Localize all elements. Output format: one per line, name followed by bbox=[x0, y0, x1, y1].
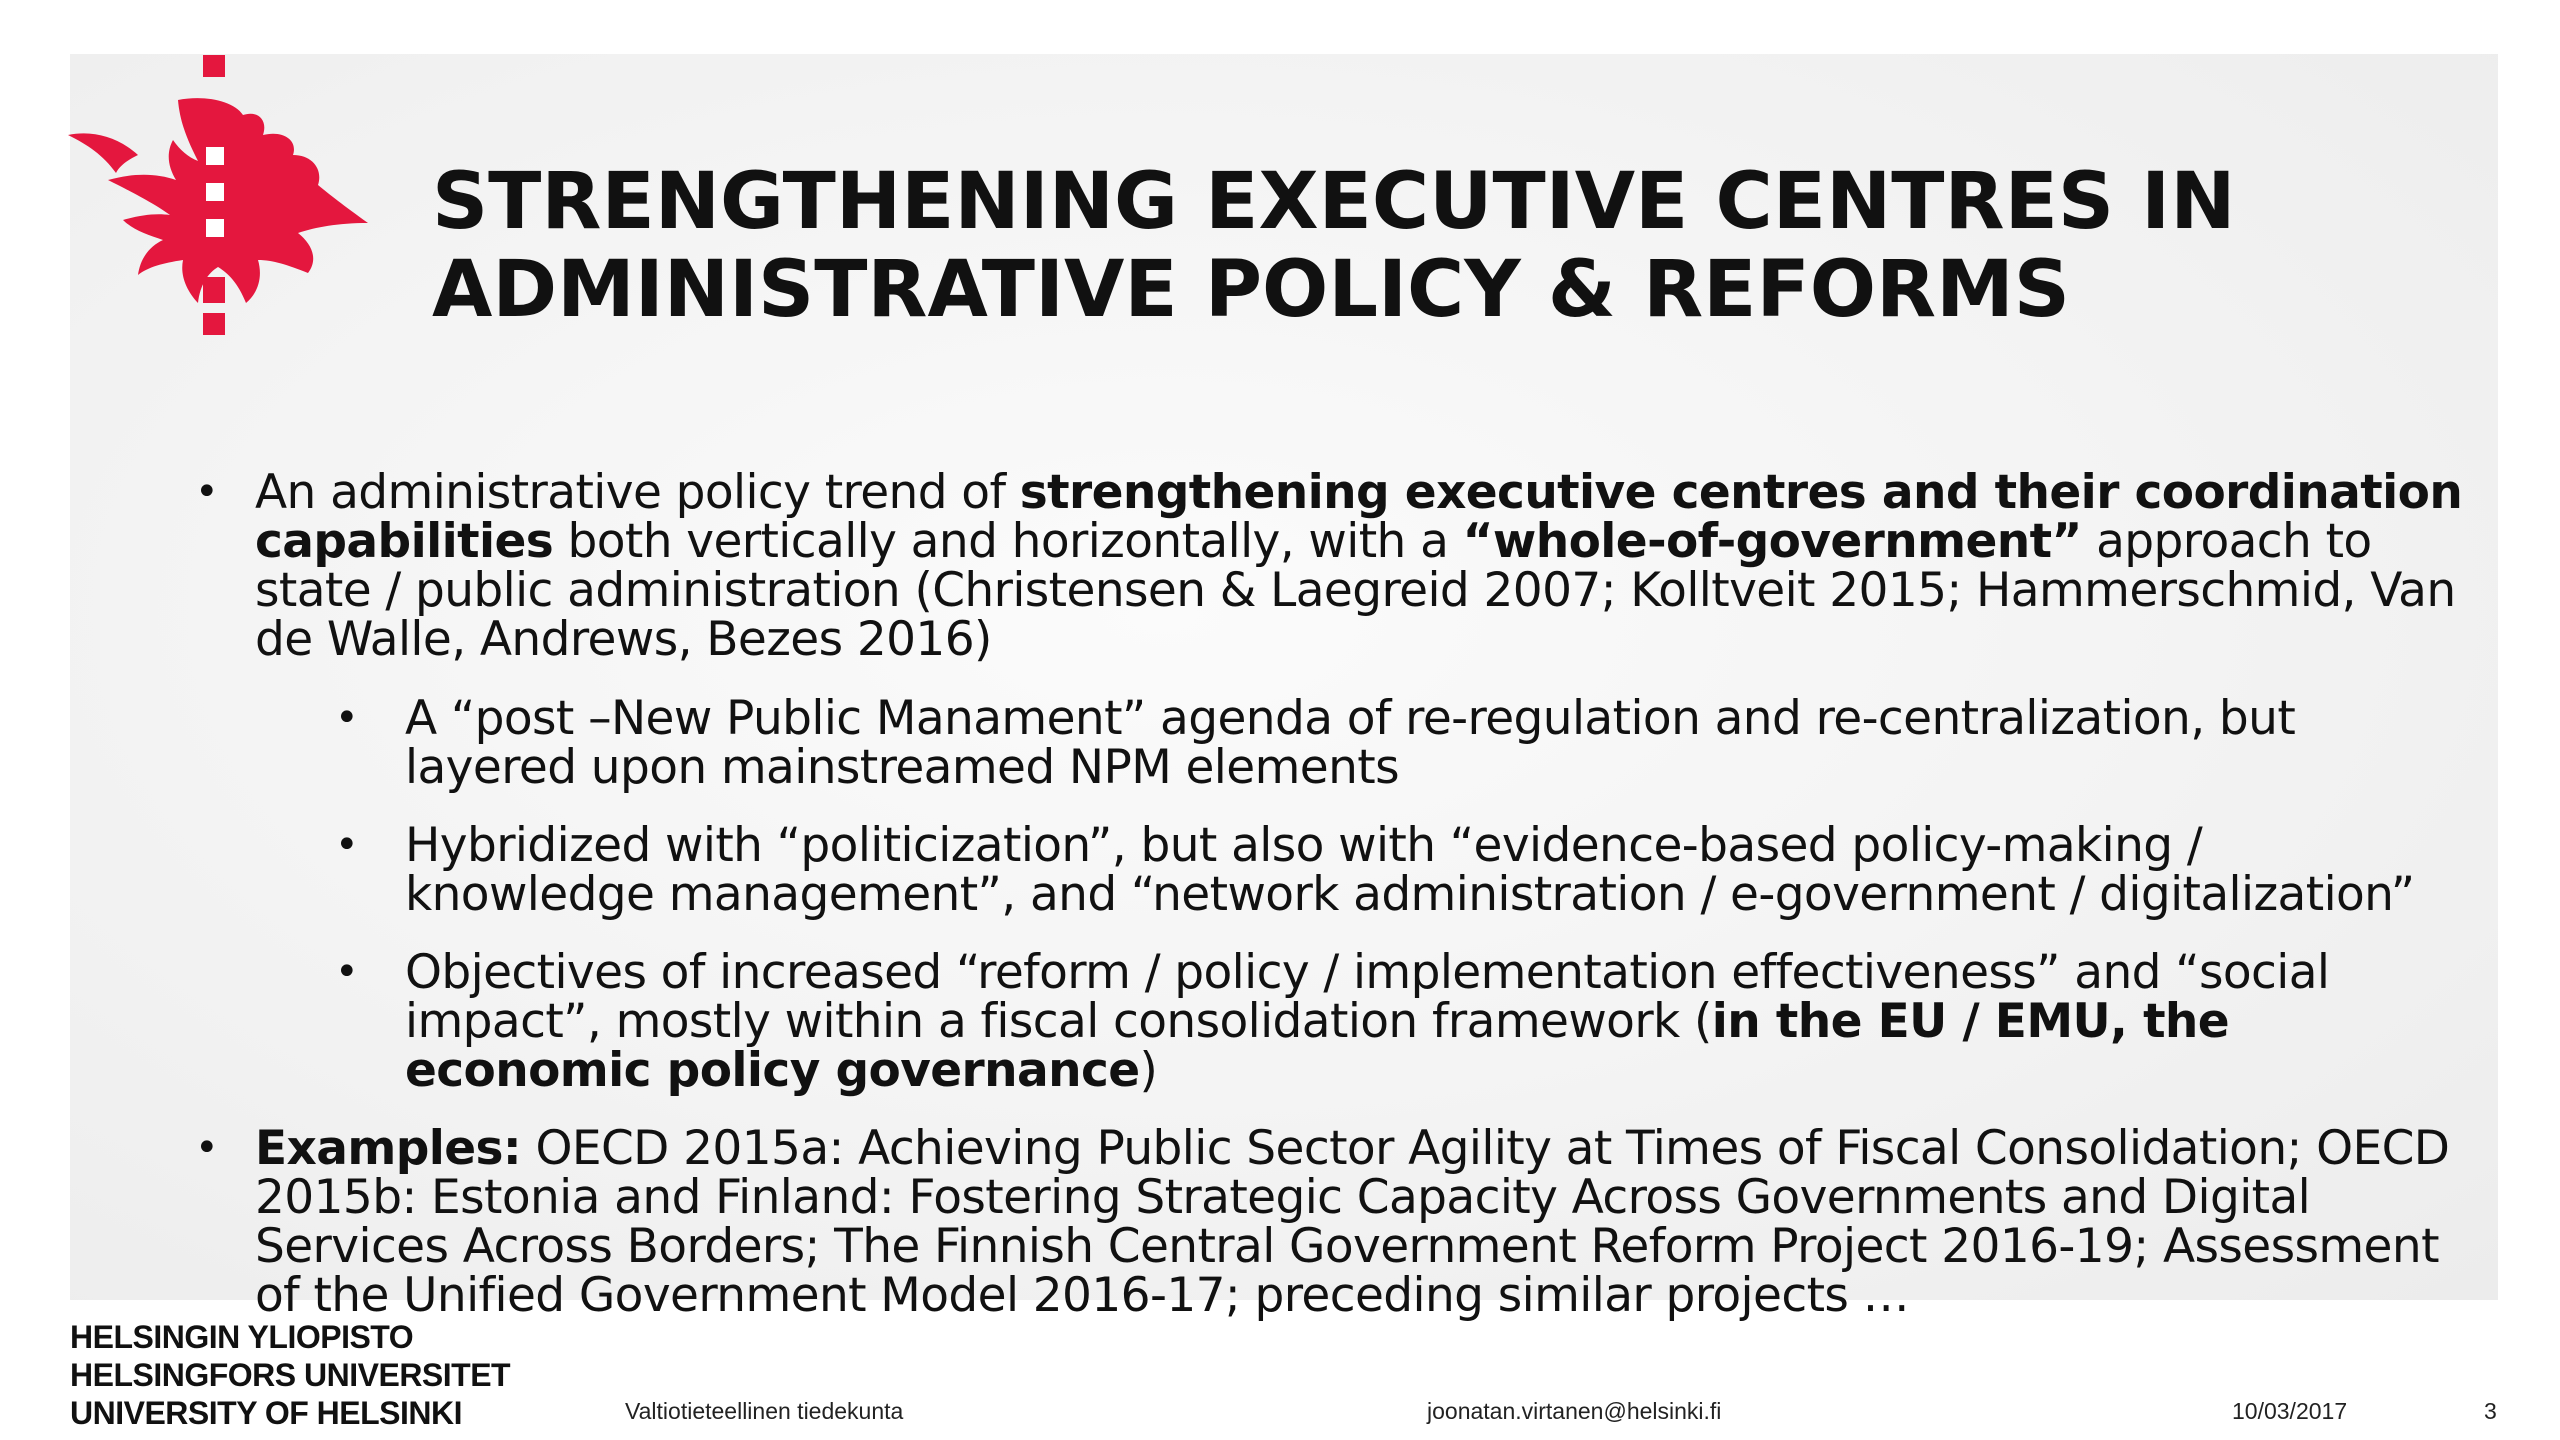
bullet-bold-text: “whole-of-government” bbox=[1462, 514, 2082, 569]
sub-bullet-list bbox=[335, 691, 2465, 1098]
university-name bbox=[70, 1318, 510, 1432]
footer-page-number: 3 bbox=[2484, 1398, 2497, 1424]
slide-title bbox=[432, 158, 2432, 334]
university-flame-logo-icon bbox=[68, 55, 368, 335]
slide-title-line-2: ADMINISTRATIVE POLICY & REFORMS bbox=[432, 245, 2070, 335]
footer-email: joonatan.virtanen@helsinki.fi bbox=[1427, 1398, 1722, 1424]
university-name-finnish: HELSINGIN YLIOPISTO bbox=[70, 1319, 414, 1355]
slide-title-line-1: STRENGTHENING EXECUTIVE CENTRES IN bbox=[432, 157, 2236, 247]
sub-bullet-text: Objectives of increased “reform / policy / implementation effectiveness” and “social impact”, mostly within a fiscal consolidation framework ( bbox=[405, 945, 2330, 1049]
bullet-text: An administrative policy trend of bbox=[255, 465, 1020, 520]
bullet-text: both vertically and horizontally, with a bbox=[553, 514, 1463, 569]
slide-content bbox=[195, 465, 2465, 1350]
bullet-marker: • bbox=[335, 695, 358, 741]
sub-bullet-objectives bbox=[335, 945, 2465, 1098]
sub-bullet-text: A “post –New Public Manament” agenda of re-regulation and re-centralization, but layered upon mainstreamed NPM elements bbox=[405, 691, 2296, 795]
bullet-marker: • bbox=[335, 949, 358, 995]
bullet-text: OECD 2015a: Achieving Public Sector Agility at Times of Fiscal Consolidation; OECD 2015b: Estonia and Finland: Fostering Strategic Capacity Across Governments and Digital Services Across Borders; The Finnish Central Government Reform Project 2016-19; Assessment of the Unified Government Model 2016-17; preceding similar projects … bbox=[255, 1121, 2450, 1323]
bullet-bold-text: strengthening executive centres and their coordination capabilities bbox=[255, 465, 2463, 569]
bullet-examples bbox=[195, 1121, 2465, 1323]
bullet-marker: • bbox=[195, 469, 218, 515]
sub-bullet-post-npm bbox=[335, 691, 2465, 795]
bullet-text: approach to state / public administration (Christensen & Laegreid 2007; Kolltveit 2015; Hammerschmid, Van de Walle, Andrews, Bezes 2016) bbox=[255, 514, 2456, 667]
university-name-swedish: HELSINGFORS UNIVERSITET bbox=[70, 1357, 511, 1393]
sub-bullet-text: Hybridized with “politicization”, but also with “evidence-based policy-making / knowledge management”, and “network administration / e-government / digitalization” bbox=[405, 818, 2415, 922]
footer-date: 10/03/2017 bbox=[2232, 1398, 2348, 1424]
bullet-whole-of-government bbox=[195, 465, 2465, 667]
bullet-marker: • bbox=[195, 1125, 218, 1171]
sub-bullet-hybridized bbox=[335, 818, 2465, 922]
bullet-marker: • bbox=[335, 822, 358, 868]
sub-bullet-bold-text: in the EU / EMU, the economic policy governance bbox=[405, 994, 2230, 1098]
sub-bullet-text: ) bbox=[1139, 1043, 1158, 1098]
bullet-bold-text: Examples: bbox=[255, 1121, 522, 1176]
university-name-english: UNIVERSITY OF HELSINKI bbox=[70, 1395, 463, 1431]
footer-faculty: Valtiotieteellinen tiedekunta bbox=[625, 1398, 904, 1424]
